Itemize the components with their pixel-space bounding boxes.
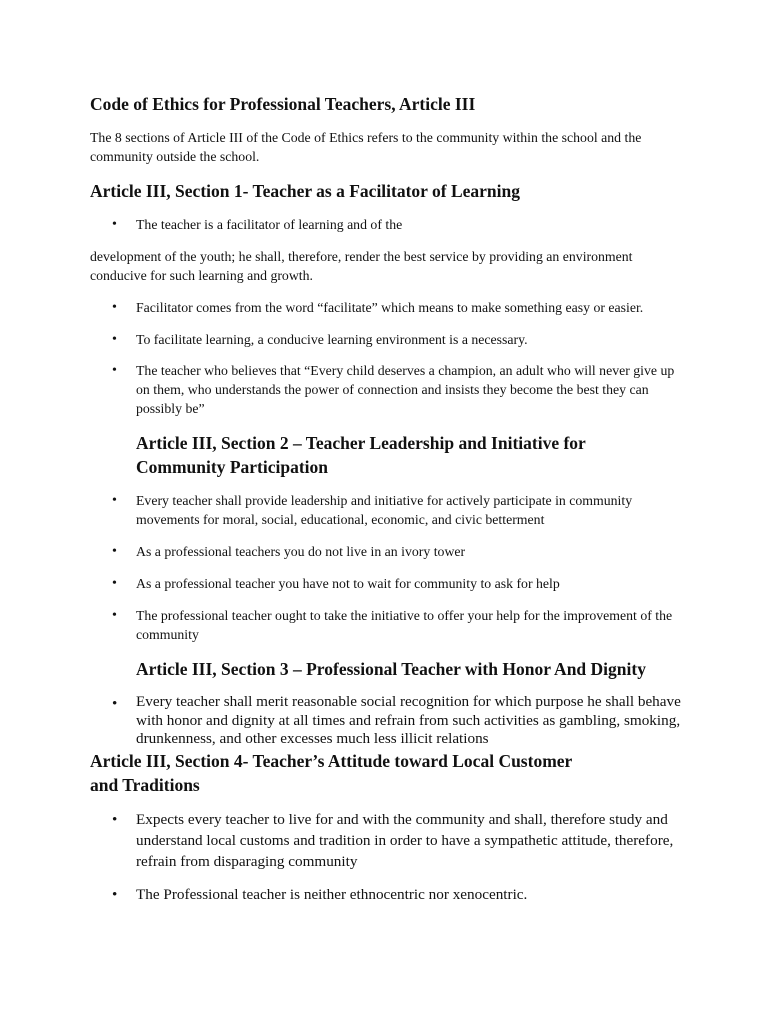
document-title: Code of Ethics for Professional Teachers, Article III (90, 94, 476, 114)
bullet-glyph: • (112, 886, 118, 903)
section-2-bullet-4: The professional teacher ought to take the initiative to offer your help for the improvement of the community (136, 608, 673, 642)
section-4-bullet-1: Expects every teacher to live for and with the community and shall, therefore study and understand local customs and tradition in order to have a sympathetic attitude, therefore, refrain from disparaging community (136, 811, 674, 870)
section-1-bullet-4: The teacher who believes that “Every child deserves a champion, an adult who will never give up on them, who understands the power of connection and insists they become the best they can possibly be” (136, 363, 675, 416)
bullet-glyph: • (112, 217, 117, 232)
bullet-glyph: • (112, 300, 117, 315)
section-1-bullet-2: Facilitator comes from the word “facilitate” which means to make something easy or easier. (136, 300, 644, 315)
bullet-glyph: • (112, 544, 117, 559)
section-1-bullet-3: To facilitate learning, a conducive learning environment is a necessary. (136, 332, 528, 347)
bullet-glyph: • (112, 811, 118, 828)
section-1-continuation: development of the youth; he shall, therefore, render the best service by providing an environment conducive for such learning and growth. (90, 249, 633, 283)
section-4-bullet-2: The Professional teacher is neither ethnocentric nor xenocentric. (136, 886, 528, 903)
section-2-bullet-1: Every teacher shall provide leadership and initiative for actively participate in community movements for moral, social, educational, economic, and civic betterment (136, 493, 633, 527)
bullet-glyph: • (112, 332, 117, 347)
intro-paragraph: The 8 sections of Article III of the Code of Ethics refers to the community within the school and the community outside the school. (90, 130, 642, 164)
section-2-heading: Article III, Section 2 – Teacher Leadership and Initiative for Community Participation (136, 433, 586, 477)
section-1-bullet-1: The teacher is a facilitator of learning and of the (136, 217, 403, 232)
bullet-glyph: • (112, 576, 117, 591)
section-3-bullet-1: Every teacher shall merit reasonable social recognition for which purpose he shall behave with honor and dignity at all times and refrain from such activities as gambling, smoking, drunkenness, and other excesses much less illicit relations (136, 693, 681, 747)
section-1-heading: Article III, Section 1- Teacher as a Facilitator of Learning (90, 181, 520, 201)
section-4-heading: Article III, Section 4- Teacher’s Attitude toward Local Customer and Traditions (90, 751, 572, 795)
section-2-bullet-2: As a professional teachers you do not live in an ivory tower (136, 544, 466, 559)
section-3-heading: Article III, Section 3 – Professional Teacher with Honor And Dignity (136, 659, 646, 679)
bullet-glyph: • (112, 493, 117, 508)
bullet-glyph: • (112, 608, 117, 623)
section-2-bullet-3: As a professional teacher you have not to wait for community to ask for help (136, 576, 560, 591)
bullet-glyph: • (112, 695, 118, 712)
bullet-glyph: • (112, 363, 117, 378)
